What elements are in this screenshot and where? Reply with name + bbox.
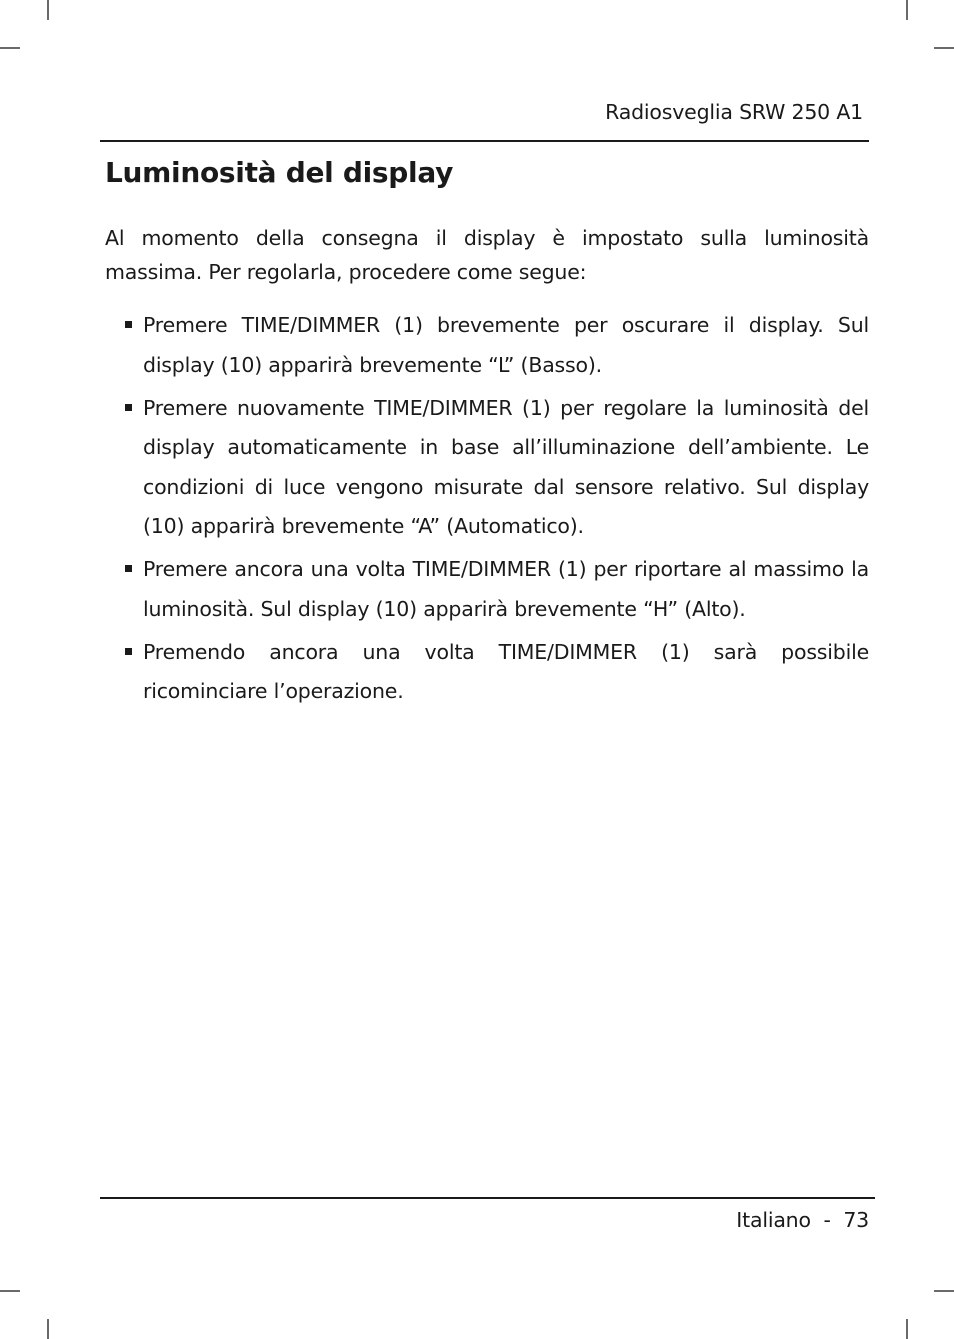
intro-paragraph: Al momento della consegna il display è impostato sulla luminosità massima. Per regolarla, procedere come segue: <box>105 226 869 284</box>
list-item <box>105 633 869 712</box>
square-bullet-icon <box>125 565 132 572</box>
page-header <box>100 98 869 142</box>
list-item-text: Premere TIME/DIMMER (1) brevemente per oscurare il display. Sul display (10) apparirà brevemente “L” (Basso). <box>143 313 869 377</box>
list-item-text: Premere ancora una volta TIME/DIMMER (1) per riportare al massimo la luminosità. Sul display (10) apparirà brevemente “H” (Alto). <box>143 557 869 621</box>
list-item-text: Premendo ancora una volta TIME/DIMMER (1) sarà possibile ricominciare l’operazione. <box>143 639 869 703</box>
list-item-text: Premere nuovamente TIME/DIMMER (1) per regolare la luminosità del display automaticamente in base all’illuminazione dell’ambiente. Le condizioni di luce vengono misurate dal sensore relativo. Sul display (10) apparirà brevemente “A” (Automatico). <box>143 395 869 538</box>
square-bullet-icon <box>125 404 132 411</box>
square-bullet-icon <box>125 321 132 328</box>
footer-separator: - <box>823 1208 831 1232</box>
crop-mark <box>934 47 954 49</box>
list-item <box>105 306 869 385</box>
list-item <box>105 389 869 547</box>
crop-mark <box>0 1290 20 1292</box>
product-title: Radiosveglia SRW 250 A1 <box>605 100 863 124</box>
footer-language: Italiano <box>736 1208 811 1232</box>
page-footer <box>100 1197 875 1243</box>
section-title: Luminosità del display <box>105 156 454 189</box>
crop-mark <box>934 1290 954 1292</box>
crop-mark <box>906 1319 908 1339</box>
instruction-list <box>105 306 869 715</box>
crop-mark <box>906 0 908 20</box>
footer-label <box>736 1208 869 1232</box>
square-bullet-icon <box>125 648 132 655</box>
list-item <box>105 550 869 629</box>
crop-mark <box>47 1319 49 1339</box>
crop-mark <box>47 0 49 20</box>
crop-mark <box>0 47 20 49</box>
page-number: 73 <box>843 1208 869 1232</box>
